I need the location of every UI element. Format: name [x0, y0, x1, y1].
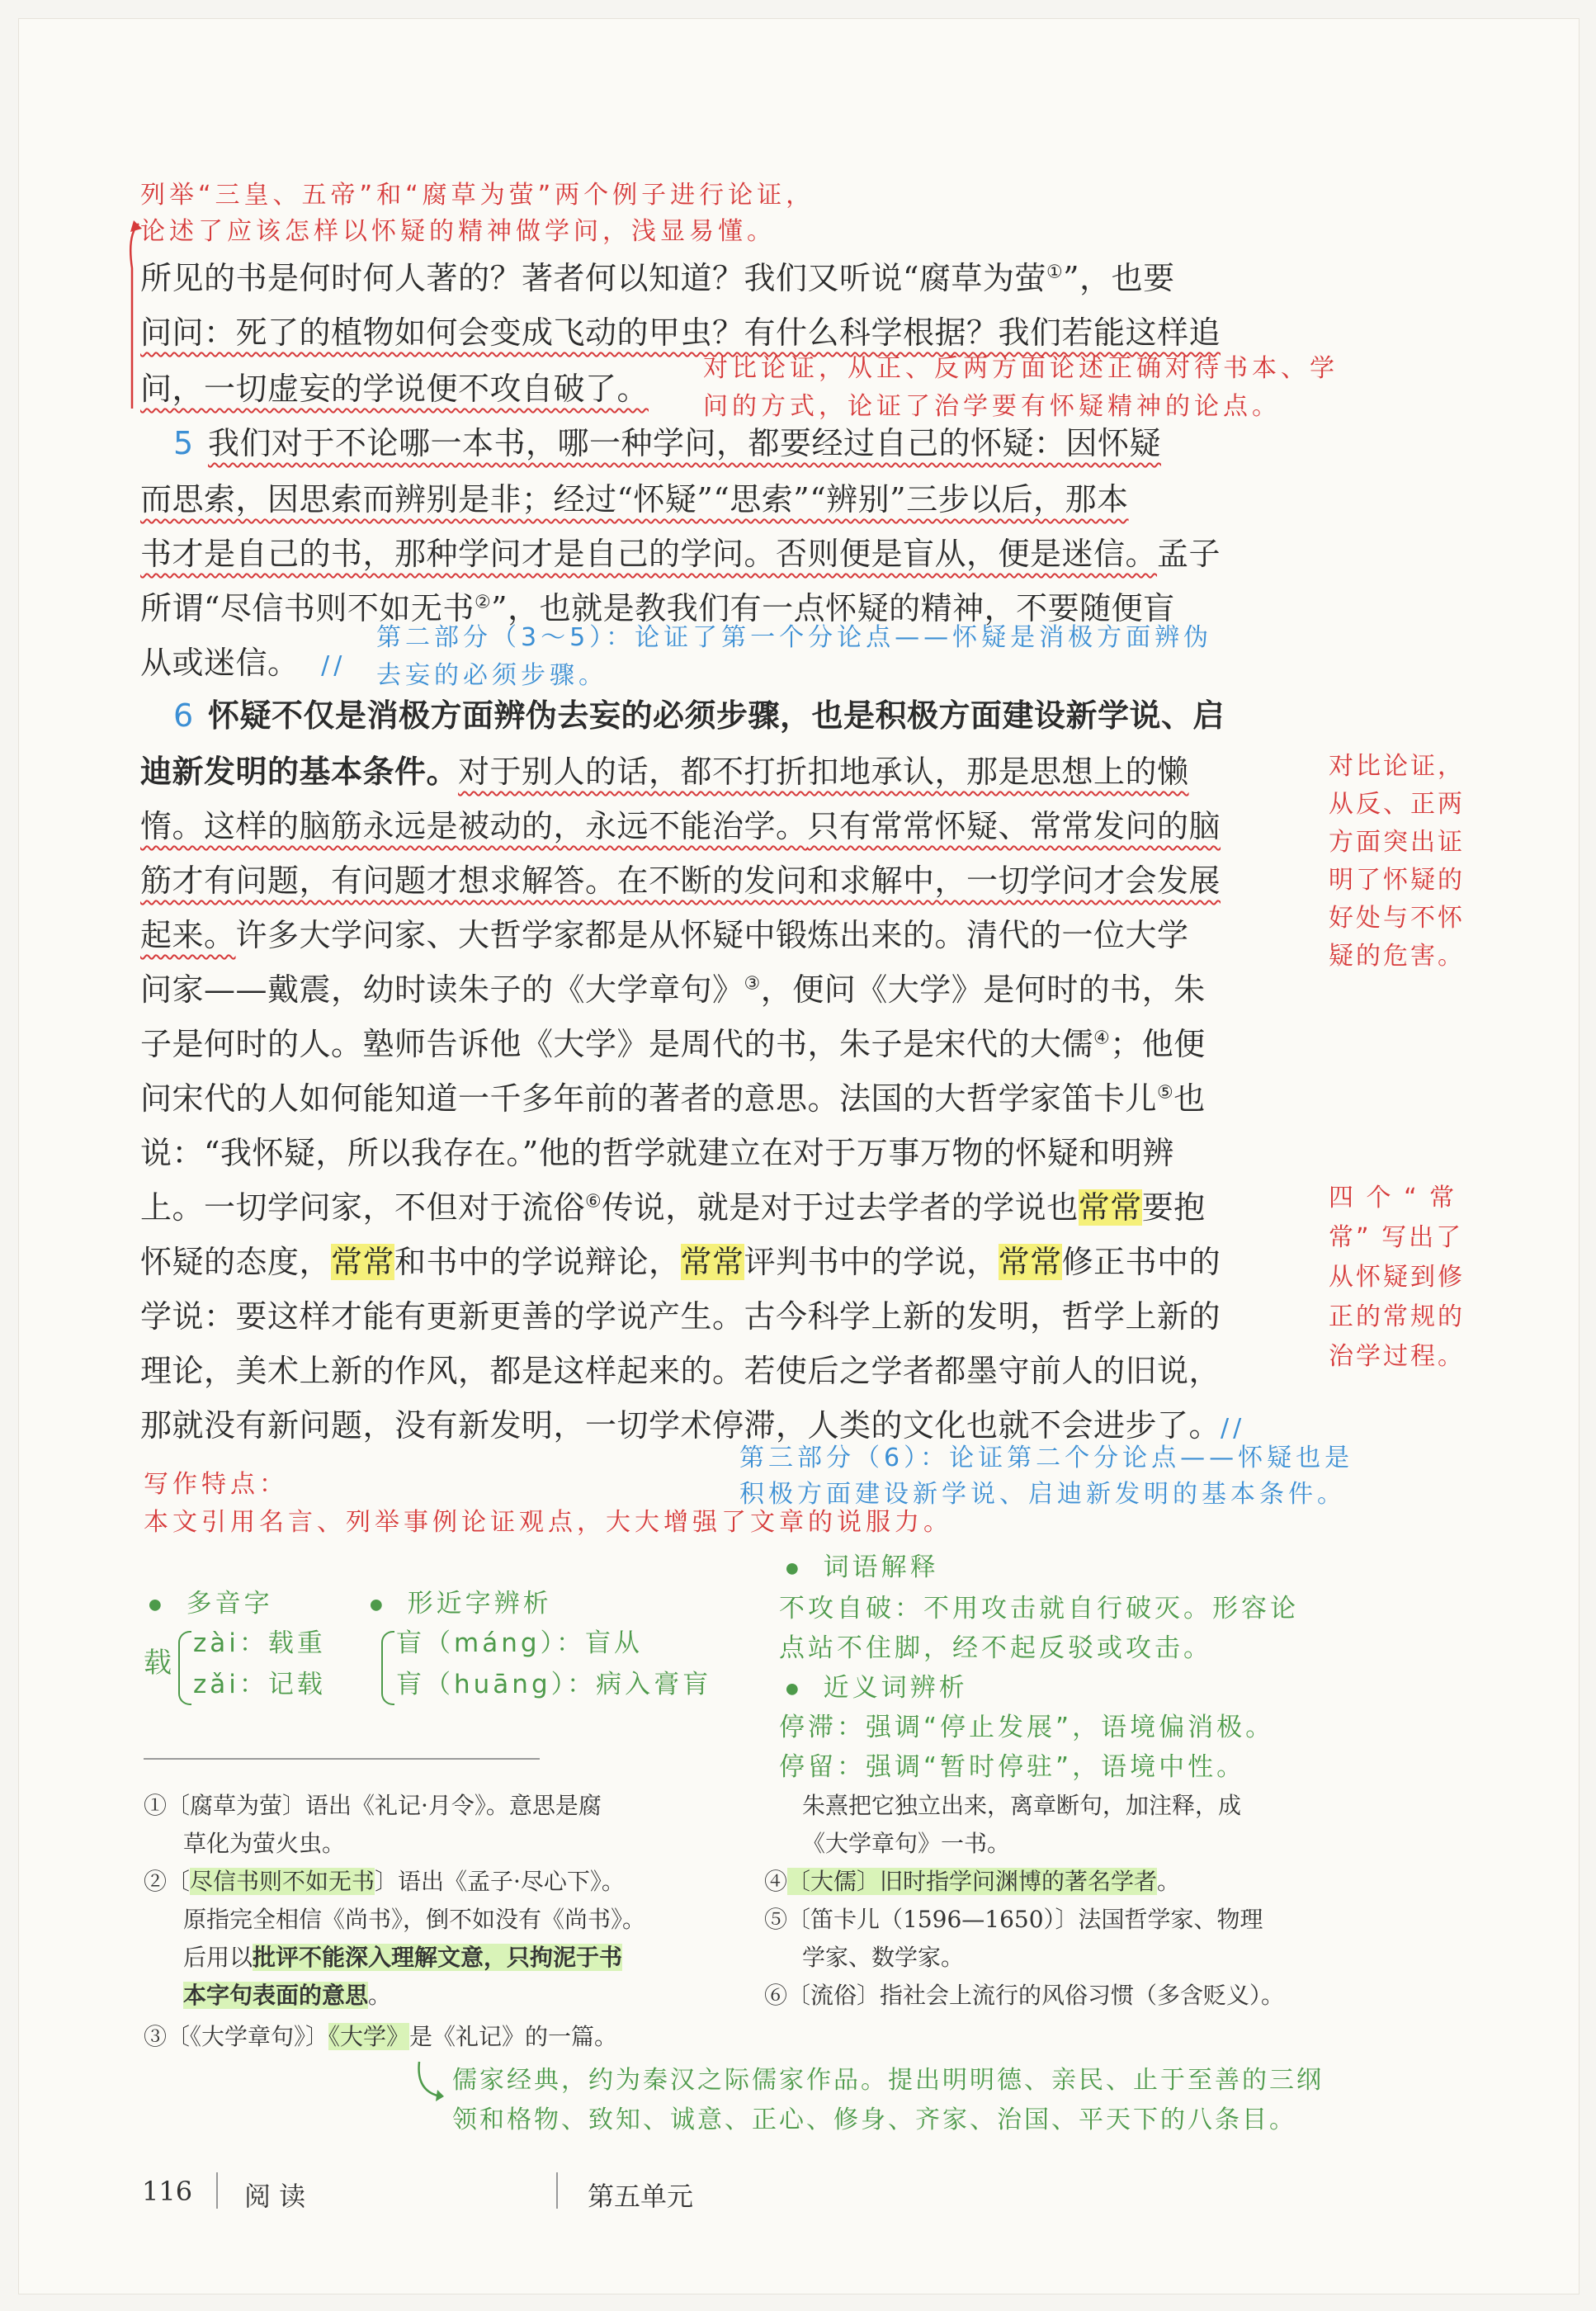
body-line — [140, 1080, 1206, 1117]
footnote-text: ③〔《大学章句》〕 — [144, 2023, 329, 2050]
body-line — [140, 1355, 1221, 1387]
bullet-icon: ● — [149, 1595, 165, 1614]
paragraph-number: 5 — [173, 425, 194, 461]
body-text: 筋才有问题，有问题才想求解答。在不断的发问和求解中，一切学问才会发展 — [140, 862, 1221, 899]
footnote-2 — [144, 1870, 625, 1893]
body-text: 问宋代的人如何能知道一千多年前的著者的意思。法国的大哲学家笛卡儿 — [140, 1080, 1158, 1117]
synonym-line: 停滞：强调“停止发展”，语境偏消极。 — [779, 1713, 1275, 1742]
writing-feature-body: 本文引用名言、列举事例论证观点，大大增强了文章的说服力。 — [144, 1508, 952, 1537]
body-line — [140, 919, 1189, 951]
paragraph-number: 6 — [173, 697, 194, 734]
footer-divider — [216, 2172, 218, 2209]
body-line — [140, 1407, 1246, 1444]
body-line — [140, 481, 1129, 517]
annotation-line: 正的常规的 — [1329, 1302, 1465, 1331]
annotation-line: 疑的危害。 — [1329, 942, 1465, 971]
body-text: 要抱 — [1141, 1189, 1206, 1226]
annotation-line: 治学过程。 — [1329, 1342, 1465, 1371]
body-line — [140, 590, 1175, 626]
footnote-3-cont: 《大学章句》一书。 — [802, 1830, 1011, 1857]
body-text: ”，也就是教我们有一点怀疑的精神，不要随便盲 — [491, 590, 1175, 626]
body-text: 许多大学问家、大哲学家都是从怀疑中锻炼出来的。清代的一位大学 — [235, 917, 1189, 953]
footnote-text: 是《礼记》的一篇。 — [409, 2023, 618, 2050]
polyphone-item: zài：载重 — [193, 1628, 326, 1658]
body-line — [173, 425, 194, 461]
annotation-blue-part3-line2: 积极方面建设新学说、启迪新发明的基本条件。 — [739, 1480, 1346, 1509]
similar-item: 盲（máng）：盲从 — [396, 1628, 644, 1658]
vocab-line: 点站不住脚，经不起反驳或攻击。 — [779, 1633, 1212, 1663]
brace-icon — [381, 1631, 394, 1705]
annotation-top-red-line1: 列举“三皇、五帝”和“腐草为萤”两个例子进行论证， — [140, 181, 815, 210]
body-text: 和书中的学说辩论， — [394, 1244, 681, 1280]
polyphone-char: 载 — [144, 1647, 175, 1680]
body-line — [140, 1189, 1206, 1226]
footer-divider — [556, 2172, 558, 2209]
body-text: 孟子 — [1157, 536, 1221, 572]
polyphone-title: 多音字 — [186, 1589, 273, 1619]
footnote-highlight: 《大学》 — [328, 2023, 410, 2050]
synonym-title: 近义词辨析 — [823, 1673, 968, 1703]
vocab-title: 词语解释 — [823, 1552, 939, 1582]
body-text: 也 — [1173, 1080, 1206, 1117]
body-text: ；他便 — [1110, 1026, 1206, 1062]
body-line — [140, 1028, 1206, 1060]
annotation-top-red-line2: 论述了应该怎样以怀疑的精神做学问，浅显易懂。 — [140, 217, 776, 246]
vocab-line: 不攻自破：不用攻击就自行破灭。形容论 — [779, 1594, 1299, 1623]
footnote-text: 〕语出《孟子·尽心下》。 — [375, 1868, 625, 1895]
body-text: ，便问《大学》是何时的书，朱 — [760, 971, 1206, 1008]
footer-section: 阅 读 — [244, 2181, 306, 2212]
footer-unit: 第五单元 — [588, 2181, 694, 2212]
body-text: 而思索，因思索而辨别是非；经过“怀疑”“思索”“辨别”三步以后，那本 — [140, 481, 1129, 517]
green-note-line2: 领和格物、致知、诚意、正心、修身、齐家、治国、平天下的八条目。 — [452, 2105, 1296, 2134]
body-text: 惰。这样的脑筋永远是被动的，永远不能治学。 — [140, 808, 808, 844]
page-number: 116 — [142, 2176, 193, 2207]
section-mark: // — [321, 651, 347, 680]
body-text: 所见的书是何时何人著的？著者何以知道？我们又听说“腐草为萤 — [140, 260, 1046, 296]
footnote-5-cont: 学家、数学家。 — [802, 1944, 965, 1971]
body-line — [140, 645, 347, 681]
body-text: 问，一切虚妄的学说便不攻自破了。 — [140, 371, 649, 407]
body-line — [140, 1137, 1174, 1169]
footnote-ref: ④ — [1093, 1028, 1111, 1049]
body-line — [140, 371, 649, 407]
footnote-highlight: 批评不能深入理解文意，只拘泥于书 — [253, 1944, 623, 1971]
footnote-text: 。 — [368, 1982, 392, 2009]
body-text: 那就没有新问题，没有新发明，一切学术停滞，人类的文化也就不会进步了。 — [140, 1407, 1221, 1444]
writing-feature-title: 写作特点： — [144, 1470, 288, 1499]
footnote-ref: ⑤ — [1157, 1082, 1174, 1104]
footnote-2-cont: 原指完全相信《尚书》，倒不如没有《尚书》。 — [183, 1906, 646, 1933]
body-line — [140, 808, 1221, 844]
body-line — [208, 697, 1225, 734]
curved-arrow-icon — [413, 2058, 446, 2108]
footnote-3 — [144, 2025, 617, 2049]
body-text: 说：“我怀疑，所以我存在。”他的哲学就建立在对于万事万物的怀疑和明辨 — [140, 1135, 1174, 1171]
body-text: 问问：死了的植物如何会变成飞动的甲虫？有什么科学根据？我们若能这样追 — [140, 314, 1221, 351]
annotation-line: 从反、正两 — [1329, 790, 1465, 819]
annotation-blue-part3-line1: 第三部分（6）：论证第二个分论点——怀疑也是 — [739, 1444, 1354, 1472]
annotation-line: 从怀疑到修 — [1329, 1263, 1465, 1292]
body-line — [140, 753, 1189, 790]
annotation-red-contrast-line1: 对比论证，从正、反两方面论述正确对待书本、学 — [703, 354, 1339, 383]
footnote-1: ①〔腐草为萤〕语出《礼记·月令》。意思是腐 — [144, 1792, 602, 1819]
body-text: 从或迷信。 — [140, 645, 300, 681]
body-line — [173, 697, 194, 734]
body-text: ”，也要 — [1063, 260, 1175, 296]
body-text: 评判书中的学说， — [744, 1244, 999, 1280]
body-text: 怀疑不仅是消极方面辨伪去妄的必须步骤，也是积极方面建设新学说、启 — [208, 697, 1225, 734]
footnote-highlight: 尽信书则不如无书 — [190, 1868, 375, 1895]
body-text: 上。一切学问家，不但对于流俗 — [140, 1189, 586, 1226]
footnote-2-cont — [183, 1984, 391, 2007]
body-text: 书才是自己的书，那种学问才是自己的学问。否则便是盲从，便是迷信。 — [140, 536, 1158, 572]
body-text: 只有常常怀疑、常常发问的脑 — [807, 808, 1221, 844]
body-text: 传说，就是对于过去学者的学说也 — [602, 1189, 1079, 1226]
highlight-changchang: 常常 — [331, 1244, 395, 1280]
annotation-blue-part2-line2: 去妄的必须步骤。 — [376, 661, 607, 690]
body-text: 我们对于不论哪一本书，哪一种学问，都要经过自己的怀疑：因怀疑 — [208, 425, 1162, 461]
body-line — [208, 425, 1162, 461]
footnote-2-cont — [183, 1946, 622, 1969]
body-line — [140, 1246, 1221, 1278]
body-line — [140, 1298, 1221, 1335]
footnote-text: 后用以 — [183, 1944, 253, 1971]
body-text: 迪新发明的基本条件。 — [140, 753, 459, 790]
body-text: 起来。 — [140, 917, 236, 953]
body-text: 问家——戴震，幼时读朱子的《大学章句》 — [140, 971, 744, 1008]
footnote-6: ⑥〔流俗〕指社会上流行的风俗习惯（多含贬义）。 — [764, 1982, 1285, 2009]
footnote-text: ④ — [764, 1868, 788, 1895]
footnote-3-cont: 朱熹把它独立出来，离章断句，加注释，成 — [802, 1792, 1242, 1819]
annotation-line: 方面突出证 — [1329, 828, 1465, 857]
annotation-blue-part2-line1: 第二部分（3～5）：论证了第一个分论点——怀疑是消极方面辨伪 — [376, 623, 1213, 652]
footnote-highlight: 本字句表面的意思 — [183, 1982, 369, 2009]
body-line — [140, 971, 1206, 1008]
footnote-text: 。 — [1157, 1868, 1181, 1895]
polyphone-item: zǎi：记载 — [193, 1670, 326, 1699]
annotation-line: 常” 写出了 — [1329, 1223, 1464, 1252]
body-line — [140, 314, 1221, 351]
body-line — [140, 536, 1221, 572]
footnote-ref: ② — [474, 592, 492, 613]
footnote-text: ②〔 — [144, 1868, 191, 1895]
highlight-changchang: 常常 — [998, 1244, 1062, 1280]
synonym-heading — [786, 1675, 968, 1701]
footnote-divider — [144, 1758, 540, 1760]
body-text: 修正书中的 — [1061, 1244, 1221, 1280]
footnote-1-cont: 草化为萤火虫。 — [183, 1830, 346, 1857]
annotation-red-contrast-line2: 问的方式，论证了治学要有怀疑精神的论点。 — [703, 392, 1281, 421]
similar-title: 形近字辨析 — [407, 1589, 552, 1619]
highlight-changchang: 常常 — [680, 1244, 744, 1280]
body-text: 对于别人的话，都不打折扣地承认，那是思想上的懒 — [458, 754, 1189, 790]
footnote-5: ⑤〔笛卡儿（1596—1650）〕法国哲学家、物理 — [764, 1906, 1263, 1933]
bullet-icon: ● — [786, 1559, 802, 1577]
body-text: 学说：要这样才能有更新更善的学说产生。古今科学上新的发明，哲学上新的 — [140, 1298, 1221, 1335]
footnote-ref: ① — [1046, 262, 1064, 283]
bullet-icon: ● — [370, 1595, 386, 1614]
body-text: 所谓“尽信书则不如无书 — [140, 590, 475, 626]
vocab-heading — [786, 1552, 939, 1582]
synonym-line: 停留：强调“暂时停驻”，语境中性。 — [779, 1752, 1246, 1782]
body-text: 怀疑的态度， — [140, 1244, 332, 1280]
annotation-line: 好处与不怀 — [1329, 904, 1465, 933]
body-text: 理论，美术上新的作风，都是这样起来的。若使后之学者都墨守前人的旧说， — [140, 1353, 1221, 1389]
similar-heading — [370, 1591, 552, 1617]
bullet-icon: ● — [786, 1680, 802, 1698]
section-mark: // — [1221, 1414, 1246, 1443]
body-line — [140, 262, 1175, 294]
body-line — [140, 862, 1221, 899]
annotation-line: 四 个 “ 常 — [1329, 1184, 1457, 1212]
footnote-4 — [764, 1870, 1180, 1893]
annotation-line: 明了怀疑的 — [1329, 866, 1465, 895]
footnote-ref: ③ — [744, 973, 761, 995]
body-text: 子是何时的人。塾师告诉他《大学》是周代的书，朱子是宋代的大儒 — [140, 1026, 1094, 1062]
annotation-red-side-contrast — [1329, 748, 1465, 976]
annotation-red-side-changchang — [1329, 1179, 1465, 1377]
highlight-changchang: 常常 — [1078, 1189, 1142, 1226]
green-note-line1: 儒家经典，约为秦汉之际儒家作品。提出明明德、亲民、止于至善的三纲 — [452, 2066, 1324, 2095]
brace-icon — [178, 1631, 191, 1705]
similar-item: 肓（huāng）：病入膏肓 — [396, 1670, 712, 1699]
annotation-line: 对比论证， — [1329, 752, 1465, 781]
footnote-highlight: 〔大儒〕旧时指学问渊博的著名学者 — [787, 1868, 1158, 1895]
polyphone-heading — [149, 1591, 273, 1617]
footnote-ref: ⑥ — [585, 1191, 602, 1212]
